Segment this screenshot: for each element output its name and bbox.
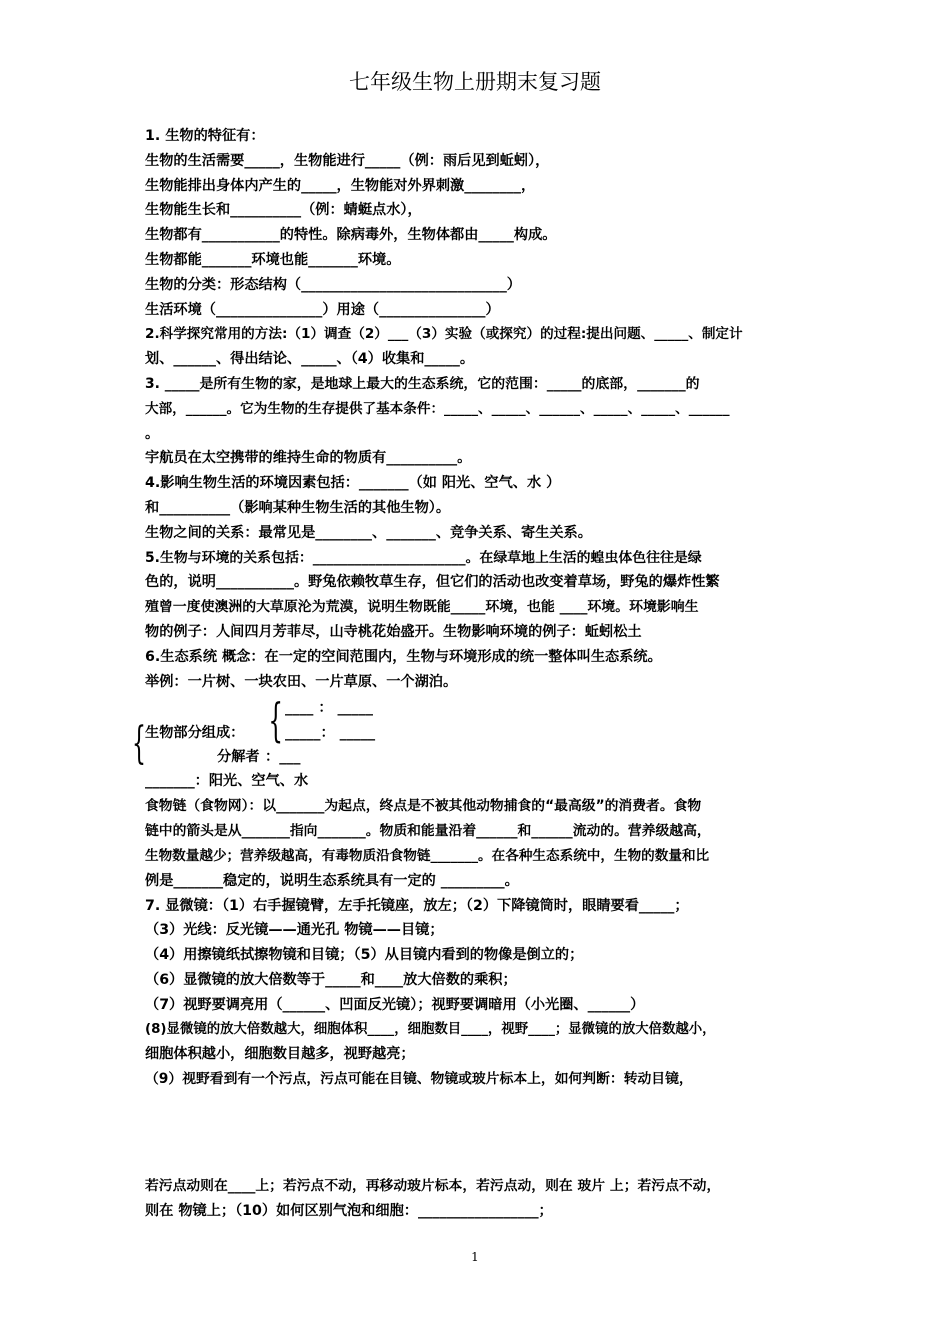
text-line: 若污点动则在____上；若污点不动，再移动玻片标本，若污点动，则在 玻片 上；若污点不动， bbox=[145, 1177, 721, 1194]
ecosystem-diagram bbox=[132, 693, 813, 794]
text-line: 举例：一片树、一块农田、一片草原、一个湖泊。 bbox=[145, 673, 458, 690]
brace-inner: { bbox=[268, 693, 283, 748]
text-line: （6）显微镜的放大倍数等于_____和____放大倍数的乘积； bbox=[145, 971, 517, 988]
page-title: 七年级生物上册期末复习题 bbox=[349, 70, 601, 94]
text-line: 大部，______。它为生物的生存提供了基本条件：_____、_____、______、_____、_____、______ bbox=[145, 400, 730, 417]
document-body bbox=[132, 124, 813, 1223]
text-line: 生物的分类：形态结构（_____________________________） bbox=[145, 276, 521, 293]
text-line: 生物都能_______环境也能_______环境。 bbox=[145, 251, 401, 268]
diagram-row: _______：阳光、空气、水 bbox=[145, 773, 309, 790]
text-line: 则在 物镜上；（10）如何区别气泡和细胞：_________________； bbox=[145, 1202, 553, 1219]
text-line: 色的，说明___________。野兔依赖牧草生存，但它们的活动也改变着草场，野兔的爆炸性繁 bbox=[145, 574, 720, 591]
text-line: 物的例子：人间四月芳菲尽，山寺桃花始盛开。生物影响环境的例子：蚯蚓松土 bbox=[145, 623, 642, 640]
text-line: 生物之间的关系：最常见是________、_______、竞争关系、寄生关系。 bbox=[145, 524, 592, 541]
text-line: 细胞体积越小，细胞数目越多，视野越亮； bbox=[145, 1046, 415, 1063]
text-line: （4）用擦镜纸拭擦物镜和目镜；（5）从目镜内看到的物像是倒立的； bbox=[145, 947, 584, 964]
diagram-row: _____： _____ bbox=[285, 725, 376, 742]
page-number: 1 bbox=[471, 1250, 479, 1264]
text-line: 2.科学探究常用的方法:（1）调查（2）___（3）实验（或探究）的过程:提出问题、_____、制定计 bbox=[145, 326, 743, 343]
diagram-row-label: 分解者 bbox=[217, 749, 260, 766]
text-line: 生物能排出身体内产生的_____，生物能对外界刺激________， bbox=[145, 177, 536, 194]
text-line: 和__________（影响某种生物生活的其他生物）。 bbox=[145, 499, 451, 516]
text-line: (8)显微镜的放大倍数越大，细胞体积____，细胞数目____，视野____；显微镜的放大倍数越小， bbox=[145, 1021, 716, 1037]
diagram-row-label: 生物部分组成： bbox=[145, 725, 245, 742]
text-line: 6.生态系统 概念：在一定的空间范围内，生物与环境形成的统一整体叫生态系统。 bbox=[145, 648, 662, 665]
diagram-row: ：___ bbox=[265, 749, 301, 766]
text-line: 。 bbox=[145, 425, 160, 442]
diagram-row: ____ ： _____ bbox=[285, 700, 373, 717]
text-line: 宇航员在太空携带的维持生命的物质有__________。 bbox=[145, 450, 472, 467]
text-line: 链中的箭头是从_______指向_______。物质和能量沿着______和______流动的。营养级越高， bbox=[145, 823, 711, 840]
text-line: （9）视野看到有一个污点，污点可能在目镜、物镜或玻片标本上，如何判断：转动目镜， bbox=[145, 1071, 693, 1088]
text-line: 7. 显微镜：（1）右手握镜臂，左手托镜座，放左；（2）下降镜筒时，眼睛要看_____； bbox=[145, 897, 689, 914]
text-line: 生物的生活需要_____，生物能进行_____（例：雨后见到蚯蚓）， bbox=[145, 152, 550, 169]
text-line: 生活环境（_______________）用途（_______________） bbox=[145, 301, 500, 318]
text-line: 生物数量越少；营养级越高，有毒物质沿食物链_______。在各种生态系统中，生物的数量和比 bbox=[145, 847, 710, 864]
text-line: 生物能生长和__________（例：蜻蜓点水）， bbox=[145, 202, 422, 219]
text-line: 食物链（食物网）：以_______为起点，终点是不被其他动物捕食的“最高级”的消费者。食物 bbox=[145, 798, 702, 815]
text-line: 殖曾一度使澳洲的大草原沦为荒漠，说明生物既能_____环境，也能 ____环境。环境影响生 bbox=[145, 599, 699, 616]
brace-outer: { bbox=[132, 718, 146, 770]
text-line: 4.影响生物生活的环境因素包括：_______（如 阳光、空气、水 ） bbox=[145, 475, 561, 492]
text-line: （7）视野要调亮用（______、凹面反光镜）；视野要调暗用（小光圈、______） bbox=[145, 996, 645, 1013]
blank-space bbox=[145, 1092, 813, 1174]
text-line: 1. 生物的特征有： bbox=[145, 128, 265, 144]
text-line: （3）光线：反光镜——通光孔 物镜——目镜； bbox=[145, 922, 444, 939]
text-line: 划、______、得出结论、_____、（4）收集和_____。 bbox=[145, 351, 475, 368]
text-line: 5.生物与环境的关系包括：______________________。在绿草地上生活的蝗虫体色往往是绿 bbox=[145, 549, 702, 566]
text-line: 例是_______稳定的，说明生态系统具有一定的 _________。 bbox=[145, 872, 519, 889]
text-line: 生物都有___________的特性。除病毒外，生物体都由_____构成。 bbox=[145, 227, 557, 244]
text-line: 3. _____是所有生物的家，是地球上最大的生态系统，它的范围：_____的底部，_______的 bbox=[145, 375, 700, 392]
